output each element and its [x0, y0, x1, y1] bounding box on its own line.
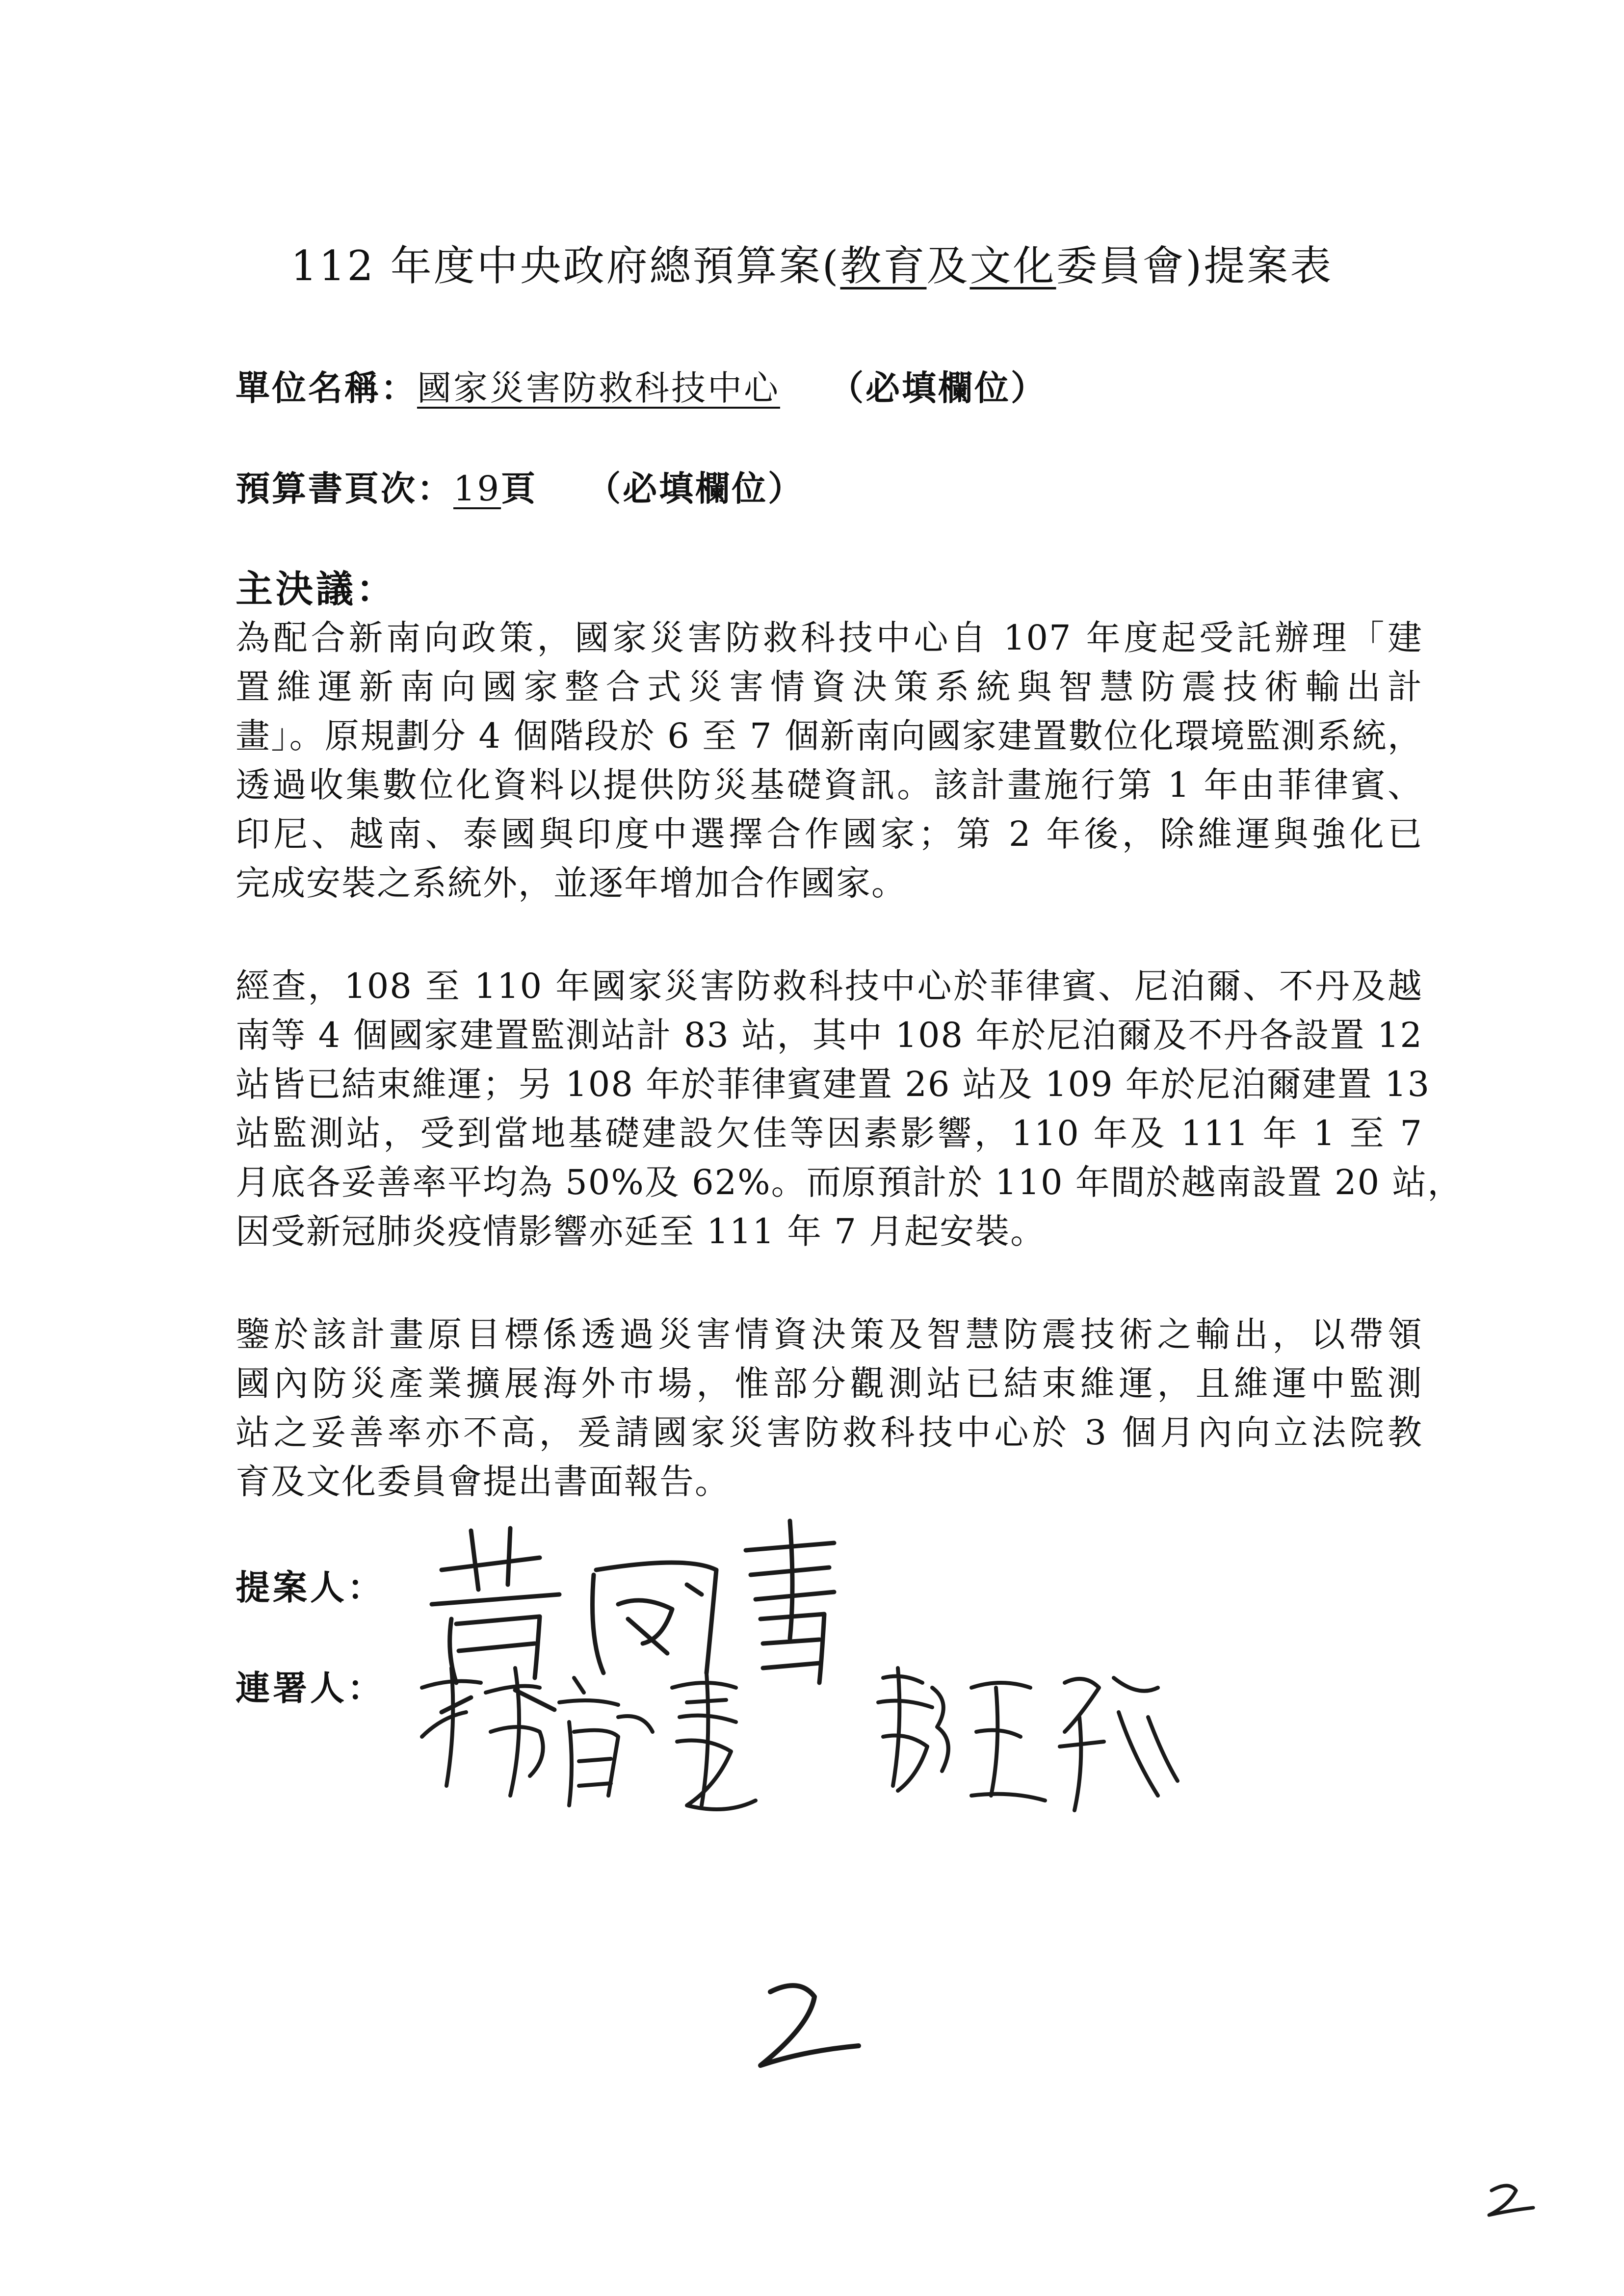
- paragraph-line: 完成安裝之系統外，並逐年增加合作國家。: [236, 863, 907, 903]
- paragraph-2: [236, 962, 1463, 1256]
- paragraph-line: 置維運新南向國家整合式災害情資決策系統與智慧防震技術輸出計: [236, 667, 1423, 707]
- cosigner-signatures: [412, 1658, 1197, 1835]
- paragraph-line: 畫」。原規劃分 4 個階段於 6 至 7 個新南向國家建置數位化環境監測系統，: [236, 716, 1423, 756]
- title-prefix: 112 年度中央政府總預算案(: [290, 242, 840, 290]
- page-mark-center: [741, 1972, 868, 2080]
- paragraph-line: 國內防災產業擴展海外市場，惟部分觀測站已結束維運，且維運中監測: [236, 1363, 1423, 1404]
- paragraph-line: 南等 4 個國家建置監測站計 83 站，其中 108 年於尼泊爾及不丹各設置 12: [236, 1015, 1423, 1055]
- budget-page-field: [236, 461, 804, 511]
- paragraph-line: 印尼、越南、泰國與印度中選擇合作國家；第 2 年後，除維運與強化已: [236, 814, 1423, 854]
- unit-name-value: 國家災害防救科技中心: [417, 368, 780, 408]
- unit-name-field: [236, 361, 1047, 410]
- paragraph-3: [236, 1310, 1423, 1506]
- unit-name-label: 單位名稱：: [236, 367, 417, 408]
- unit-name-required: （必填欄位）: [829, 367, 1047, 408]
- budget-page-required: （必填欄位）: [586, 468, 805, 509]
- paragraph-line: 站之妥善率亦不高，爰請國家災害防救科技中心於 3 個月內向立法院教: [236, 1412, 1423, 1453]
- budget-page-unit: 頁: [501, 468, 538, 509]
- title-underlined-culture: 文化: [969, 242, 1056, 290]
- paragraph-line: 月底各妥善率平均為 50%及 62%。而原預計於 110 年間於越南設置 20 站，: [236, 1162, 1463, 1202]
- paragraph-line: 育及文化委員會提出書面報告。: [236, 1461, 730, 1502]
- title-suffix: 委員會)提案表: [1056, 242, 1334, 290]
- paragraph-line: 站皆已結束維運；另 108 年於菲律賓建置 26 站及 109 年於尼泊爾建置 13: [236, 1064, 1431, 1104]
- paragraph-1: [236, 613, 1423, 908]
- document-title: [0, 233, 1624, 292]
- budget-page-label: 預算書頁次：: [236, 468, 453, 509]
- title-underlined-education: 教育: [840, 242, 927, 290]
- paragraph-line: 經查，108 至 110 年國家災害防救科技中心於菲律賓、尼泊爾、不丹及越: [236, 966, 1423, 1006]
- paragraph-line: 站監測站，受到當地基礎建設欠佳等因素影響，110 年及 111 年 1 至 7: [236, 1113, 1423, 1153]
- cosigner-label: 連署人：: [236, 1668, 385, 1708]
- proposer-label: 提案人：: [236, 1567, 385, 1608]
- paragraph-line: 因受新冠肺炎疫情影響亦延至 111 年 7 月起安裝。: [236, 1211, 1046, 1252]
- budget-page-value: 19: [453, 469, 501, 509]
- paragraph-line: 為配合新南向政策，國家災害防救科技中心自 107 年度起受託辦理「建: [236, 618, 1423, 658]
- page-mark-center-text: [785, 2011, 788, 2017]
- page-mark-corner-text: [1501, 2198, 1504, 2203]
- title-mid: 及: [926, 242, 970, 290]
- paragraph-line: 透過收集數位化資料以提供防災基礎資訊。該計畫施行第 1 年由菲律賓、: [236, 765, 1423, 805]
- main-resolution-heading: 主決議：: [236, 567, 396, 611]
- page-mark-corner: [1482, 2178, 1541, 2222]
- paragraph-line: 鑒於該計畫原目標係透過災害情資決策及智慧防震技術之輸出，以帶領: [236, 1314, 1423, 1355]
